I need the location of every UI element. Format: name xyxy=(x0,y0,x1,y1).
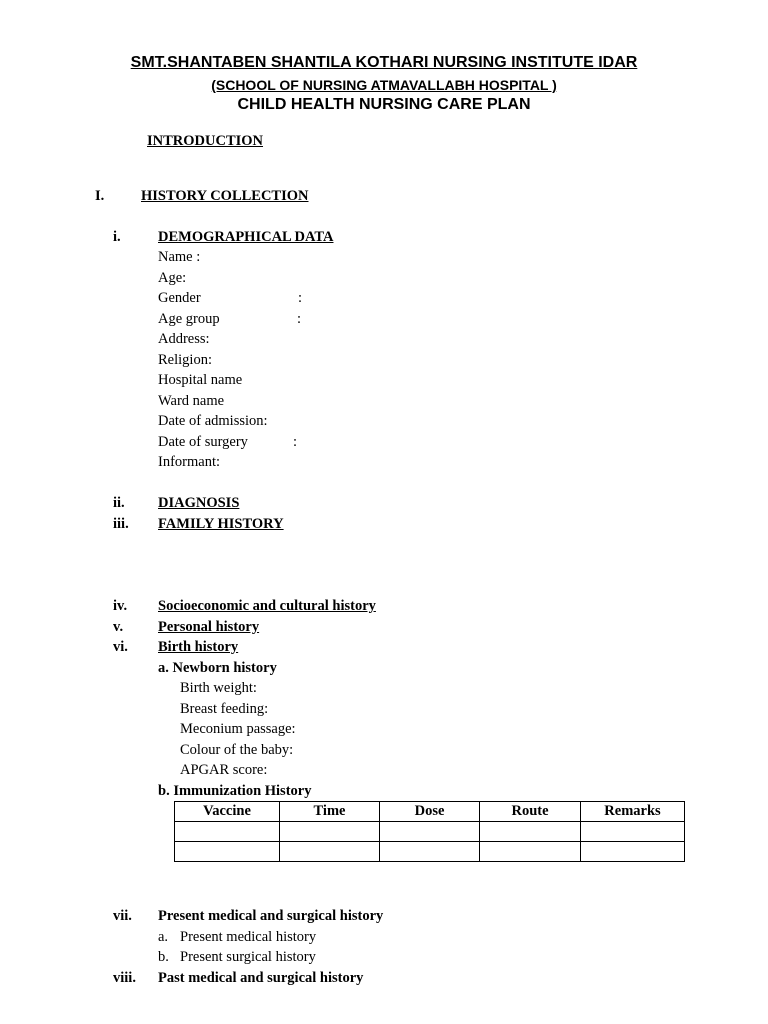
table-cell xyxy=(175,842,280,862)
table-cell xyxy=(380,822,480,842)
immunization-table xyxy=(174,801,685,862)
section-number: I. xyxy=(95,188,105,204)
age-field: Age: xyxy=(158,270,187,286)
demographic-number: i. xyxy=(113,229,121,245)
route-column-header: Route xyxy=(480,802,581,822)
table-row xyxy=(175,822,685,842)
diagnosis-heading: DIAGNOSIS xyxy=(158,495,240,511)
present-surgical-letter: b. xyxy=(158,949,169,965)
informant-field: Informant: xyxy=(158,454,221,470)
birth-weight-field: Birth weight: xyxy=(180,680,257,696)
school-subtitle-text: (SCHOOL OF NURSING ATMAVALLABH HOSPITAL ) xyxy=(211,77,557,93)
birth-history-heading: Birth history xyxy=(158,639,239,655)
ward-name-field: Ward name xyxy=(158,393,225,409)
table-header-row xyxy=(175,802,685,822)
personal-history-number: v. xyxy=(113,619,124,635)
table-cell xyxy=(480,842,581,862)
diagnosis-number: ii. xyxy=(113,495,125,511)
present-medical-history: Present medical history xyxy=(180,929,317,945)
immunization-history-heading: b. Immunization History xyxy=(158,783,312,799)
gender-colon: : xyxy=(298,290,303,306)
dose-column-header: Dose xyxy=(380,802,480,822)
present-surgical-history: Present surgical history xyxy=(180,949,316,965)
apgar-score-field: APGAR score: xyxy=(180,762,268,778)
family-history-heading: FAMILY HISTORY xyxy=(158,516,284,532)
past-history-heading: Past medical and surgical history xyxy=(158,970,364,986)
meconium-passage-field: Meconium passage: xyxy=(180,721,296,737)
present-history-number: vii. xyxy=(113,908,132,924)
vaccine-column-header: Vaccine xyxy=(175,802,280,822)
table-cell xyxy=(380,842,480,862)
time-column-header: Time xyxy=(280,802,380,822)
age-group-colon: : xyxy=(297,311,302,327)
date-of-admission-field: Date of admission: xyxy=(158,413,268,429)
socioeconomic-number: iv. xyxy=(113,598,128,614)
demographic-heading: DEMOGRAPHICAL DATA xyxy=(158,229,334,245)
date-of-surgery-field: Date of surgery xyxy=(158,434,248,450)
remarks-column-header: Remarks xyxy=(581,802,685,822)
table-cell xyxy=(581,842,685,862)
history-collection-heading: HISTORY COLLECTION xyxy=(141,188,309,204)
table-cell xyxy=(280,822,380,842)
table-row xyxy=(175,842,685,862)
school-subtitle xyxy=(0,77,768,93)
present-history-heading: Present medical and surgical history xyxy=(158,908,384,924)
newborn-history-heading: a. Newborn history xyxy=(158,660,277,676)
colour-of-baby-field: Colour of the baby: xyxy=(180,742,294,758)
gender-field: Gender xyxy=(158,290,201,306)
personal-history-heading: Personal history xyxy=(158,619,260,635)
birth-history-number: vi. xyxy=(113,639,128,655)
religion-field: Religion: xyxy=(158,352,212,368)
institute-title: SMT.SHANTABEN SHANTILA KOTHARI NURSING INSTITUTE IDAR xyxy=(130,54,638,71)
date-of-surgery-colon: : xyxy=(293,434,298,450)
table-cell xyxy=(480,822,581,842)
care-plan-title: CHILD HEALTH NURSING CARE PLAN xyxy=(237,96,531,113)
hospital-name-field: Hospital name xyxy=(158,372,243,388)
introduction-heading: INTRODUCTION xyxy=(147,133,264,149)
table-cell xyxy=(581,822,685,842)
table-cell xyxy=(175,822,280,842)
family-history-number: iii. xyxy=(113,516,129,532)
breast-feeding-field: Breast feeding: xyxy=(180,701,269,717)
socioeconomic-heading: Socioeconomic and cultural history xyxy=(158,598,376,614)
present-medical-letter: a. xyxy=(158,929,169,945)
name-field: Name : xyxy=(158,249,201,265)
past-history-number: viii. xyxy=(113,970,136,986)
table-cell xyxy=(280,842,380,862)
address-field: Address: xyxy=(158,331,210,347)
age-group-field: Age group xyxy=(158,311,220,327)
